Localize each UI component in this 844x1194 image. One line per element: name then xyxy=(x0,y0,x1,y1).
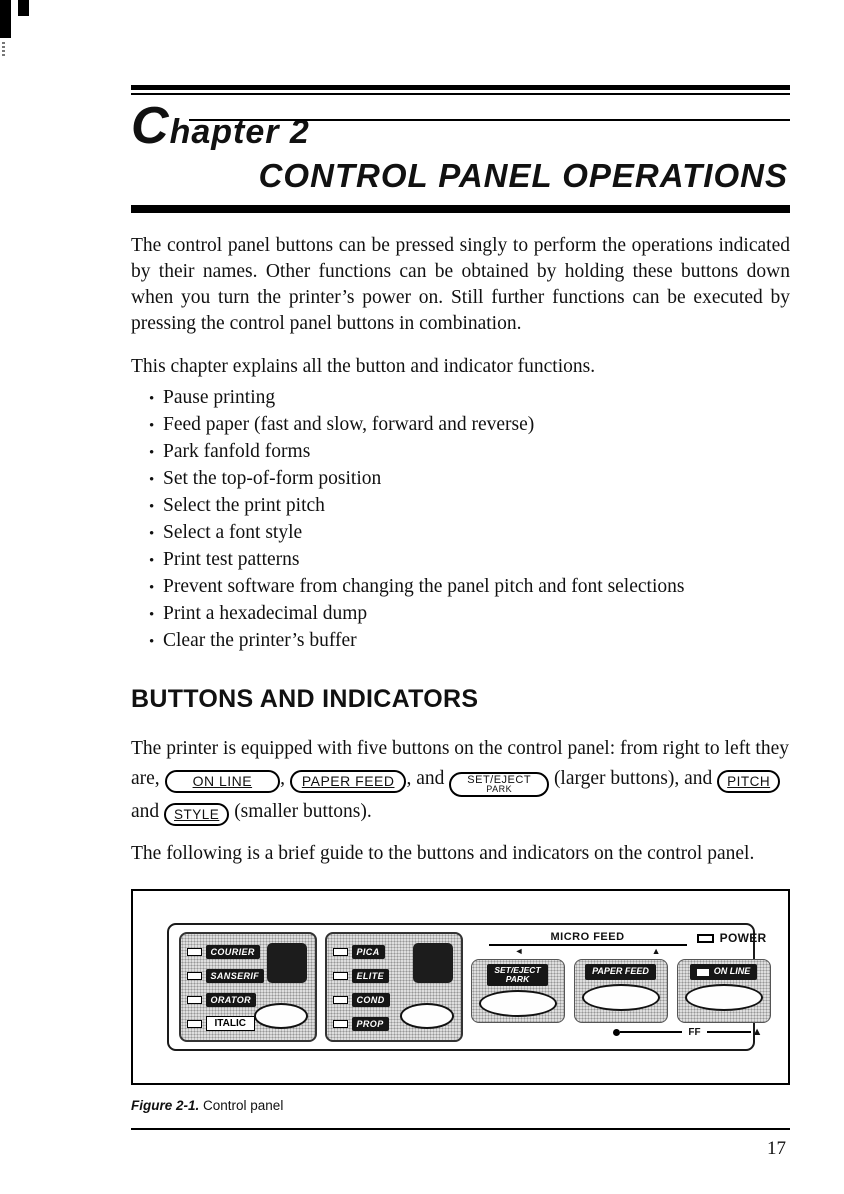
indicator-row xyxy=(333,965,417,986)
park-label: PARK xyxy=(505,973,530,984)
list-item xyxy=(131,466,790,493)
online-button-capsule: ON LINE xyxy=(165,770,281,793)
ff-line-segment xyxy=(707,1031,751,1033)
paper-feed-cluster xyxy=(574,959,668,1023)
chapter-header xyxy=(131,97,790,195)
list-item-text: Clear the printer’s buffer xyxy=(163,630,357,651)
list-item-text: Set the top-of-form position xyxy=(163,468,382,489)
list-item xyxy=(131,628,790,655)
led-indicator xyxy=(333,1020,348,1028)
paper-feed-key-label: PAPER FEED xyxy=(585,964,656,980)
section-heading: BUTTONS AND INDICATORS xyxy=(131,685,479,713)
indicator-label: ELITE xyxy=(352,969,390,983)
pitch-button-capsule: PITCH xyxy=(717,770,780,793)
led-indicator xyxy=(333,972,348,980)
indicator-row xyxy=(187,941,271,962)
bullet-icon xyxy=(149,601,163,628)
list-item xyxy=(131,412,790,439)
chapter-initial: C xyxy=(131,97,170,155)
indicator-label: PROP xyxy=(352,1017,389,1031)
micro-feed-block xyxy=(489,931,687,956)
label-stack xyxy=(494,966,540,984)
list-item xyxy=(131,547,790,574)
ff-arrow-icon: ▲ xyxy=(751,1025,763,1038)
font-style-group xyxy=(179,932,317,1042)
indicator-window xyxy=(413,943,453,983)
feature-list xyxy=(131,385,790,655)
indicator-label: COURIER xyxy=(206,945,260,959)
power-block xyxy=(697,931,767,945)
list-item-text: Feed paper (fast and slow, forward and reverse) xyxy=(163,414,535,435)
control-panel-illustration xyxy=(167,923,767,1051)
figure-frame xyxy=(131,889,790,1085)
list-item xyxy=(131,493,790,520)
buttons-paragraph-text: The printer is equipped with five buttons on the control panel: from right to left they are, xyxy=(131,738,789,789)
list-item xyxy=(131,601,790,628)
set-eject-park-cluster xyxy=(471,959,565,1023)
led-indicator xyxy=(187,996,202,1004)
led-indicator xyxy=(187,948,202,956)
panel-header-row xyxy=(471,931,771,956)
style-button-oval xyxy=(254,1003,308,1029)
bullet-icon xyxy=(149,439,163,466)
ff-dot-icon xyxy=(613,1029,620,1036)
style-button-capsule: STYLE xyxy=(164,803,229,826)
power-label: POWER xyxy=(719,931,767,945)
buttons-paragraph-text: (smaller buttons). xyxy=(234,801,372,822)
bullet-icon xyxy=(149,628,163,655)
micro-feed-arrows xyxy=(489,946,687,956)
list-item xyxy=(131,520,790,547)
power-led-icon xyxy=(697,934,714,943)
header-bottom-rule xyxy=(131,205,790,213)
set-eject-park-button-capsule xyxy=(449,772,549,797)
buttons-paragraph-text: and xyxy=(131,801,160,822)
chapter-rest: hapter 2 xyxy=(169,113,310,151)
bullet-icon xyxy=(149,466,163,493)
indicator-label: ORATOR xyxy=(206,993,257,1007)
bullet-icon xyxy=(149,547,163,574)
page-footer xyxy=(131,1128,790,1160)
list-item xyxy=(131,574,790,601)
on-line-cluster xyxy=(677,959,771,1023)
on-line-label: ON LINE xyxy=(713,966,751,977)
bullet-icon xyxy=(149,520,163,547)
indicator-row xyxy=(333,989,417,1010)
on-line-key-label xyxy=(690,964,758,980)
scan-artifact xyxy=(2,42,5,56)
led-indicator xyxy=(187,972,202,980)
set-eject-label: SET/EJECT xyxy=(494,965,541,975)
form-feed-indicator xyxy=(471,1027,771,1038)
page-content xyxy=(131,0,790,1113)
separator: , and xyxy=(406,768,445,789)
bullet-icon xyxy=(149,574,163,601)
indicator-label: PICA xyxy=(352,945,385,959)
chapter-label xyxy=(131,97,790,157)
page-number: 17 xyxy=(767,1138,786,1159)
indicator-row xyxy=(187,965,271,986)
indicator-label: ITALIC xyxy=(206,1016,255,1031)
guide-paragraph: The following is a brief guide to the buttons and indicators on the control panel. xyxy=(131,843,755,864)
ff-label: FF xyxy=(688,1026,701,1038)
led-indicator xyxy=(333,948,348,956)
figure-caption-text: Control panel xyxy=(199,1098,284,1113)
led-indicator xyxy=(187,1020,202,1028)
micro-feed-label: MICRO FEED xyxy=(489,931,687,946)
bullet-icon xyxy=(149,493,163,520)
on-line-button xyxy=(685,984,763,1011)
list-item-text: Park fanfold forms xyxy=(163,441,311,462)
main-buttons-area xyxy=(471,931,771,1043)
buttons-paragraph xyxy=(131,734,790,827)
set-eject-park-button xyxy=(479,990,557,1017)
bullet-icon xyxy=(149,385,163,412)
on-line-led-icon xyxy=(697,969,709,976)
buttons-paragraph-text: (larger buttons), and xyxy=(553,768,713,789)
list-item xyxy=(131,385,790,412)
list-item-text: Select a font style xyxy=(163,522,303,543)
paper-feed-button-capsule: PAPER FEED xyxy=(290,770,407,793)
set-eject-park-key-label xyxy=(487,964,547,986)
top-rule xyxy=(131,85,790,95)
panel-buttons-row xyxy=(471,959,771,1023)
pitch-button-oval xyxy=(400,1003,454,1029)
figure-caption xyxy=(131,1098,790,1113)
figure-caption-label: Figure 2-1. xyxy=(131,1098,200,1113)
led-indicator xyxy=(333,996,348,1004)
pitch-group xyxy=(325,932,463,1042)
set-eject-label: SET/EJECT xyxy=(467,774,532,786)
ff-line-segment xyxy=(620,1031,682,1033)
bullet-icon xyxy=(149,412,163,439)
intro-paragraph-2: This chapter explains all the button and indicator functions. xyxy=(131,356,596,377)
separator: , xyxy=(280,768,285,789)
arrow-left-icon: ◄ xyxy=(514,946,524,956)
paper-feed-button xyxy=(582,984,660,1011)
list-item-text: Prevent software from changing the panel pitch and font selections xyxy=(163,576,685,597)
arrow-up-icon: ▲ xyxy=(651,946,661,956)
list-item-text: Print test patterns xyxy=(163,549,300,570)
chapter-thin-rule xyxy=(189,119,790,121)
indicator-label: COND xyxy=(352,993,390,1007)
list-item-text: Pause printing xyxy=(163,387,276,408)
indicator-row xyxy=(333,941,417,962)
chapter-title: CONTROL PANEL OPERATIONS xyxy=(258,157,788,194)
park-label: PARK xyxy=(486,784,513,794)
indicator-row xyxy=(187,989,271,1010)
indicator-window xyxy=(267,943,307,983)
scan-artifact xyxy=(0,0,11,38)
intro-paragraph-1: The control panel buttons can be pressed singly to perform the operations indicated by their names. Other functions can be obtained by holding these buttons down when you turn the printer’s power on. Still further functions can be executed by pressing the control panel buttons in combination. xyxy=(131,235,790,334)
list-item xyxy=(131,439,790,466)
list-item-text: Select the print pitch xyxy=(163,495,325,516)
indicator-label: SANSERIF xyxy=(206,969,265,983)
list-item-text: Print a hexadecimal dump xyxy=(163,603,368,624)
scan-artifact xyxy=(18,0,29,16)
